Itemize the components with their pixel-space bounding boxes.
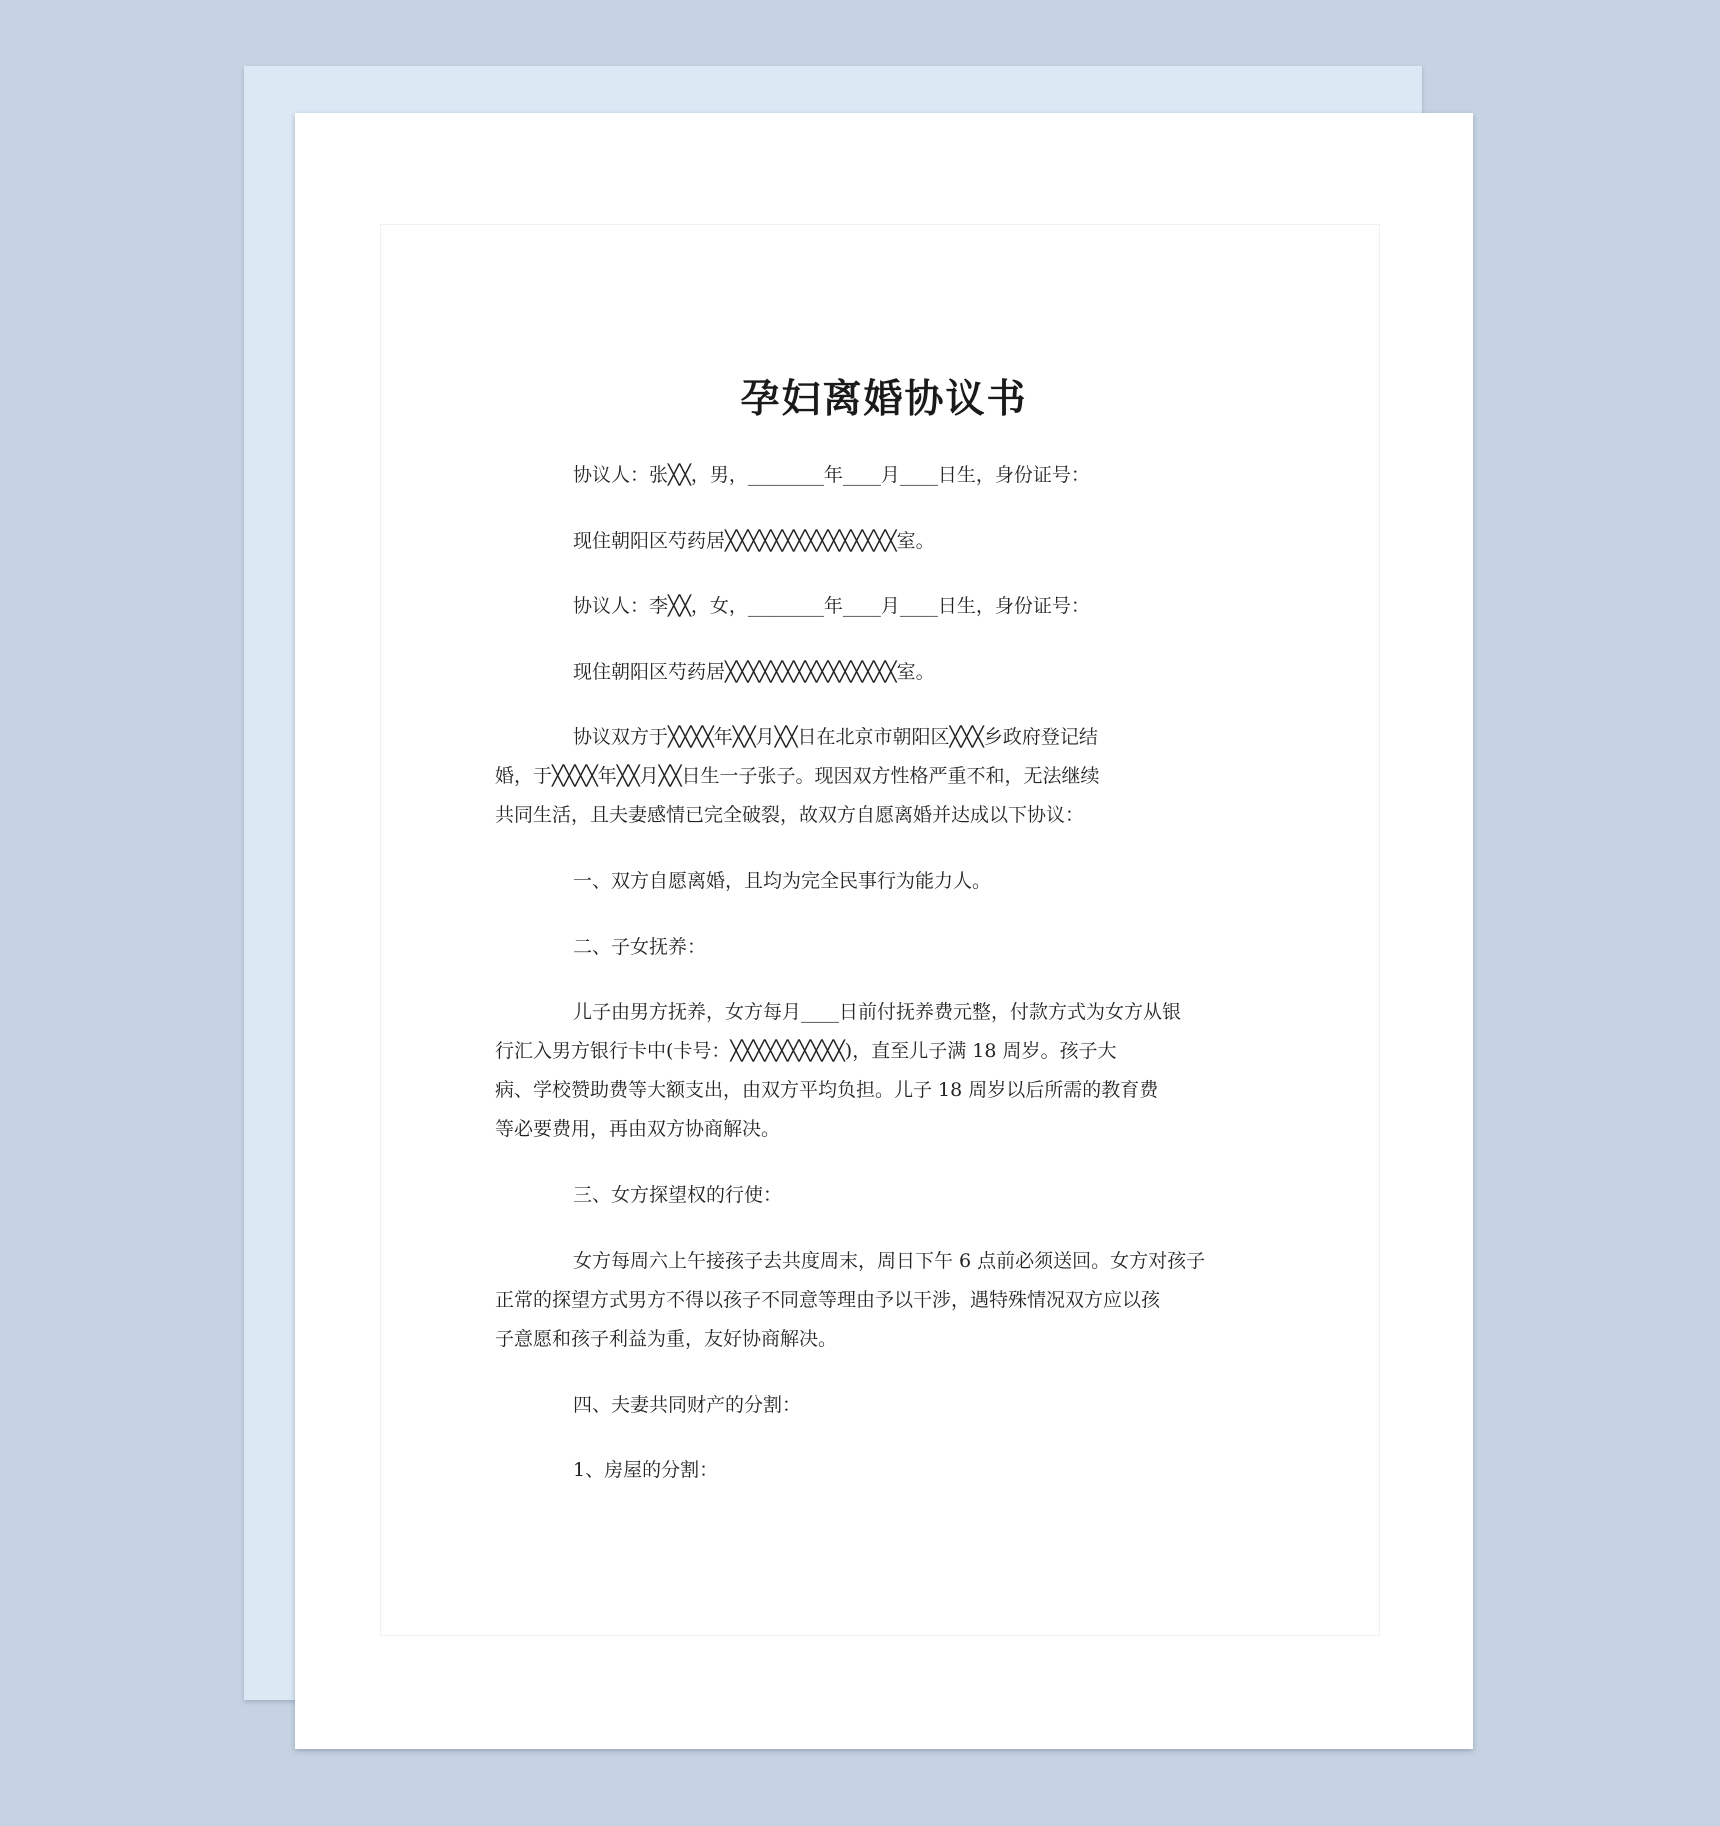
paragraph-line: 婚，于╳╳╳╳年╳╳月╳╳日生一子张子。现因双方性格严重不和，无法继续 bbox=[495, 765, 1100, 787]
paragraph-line: 三、女方探望权的行使： bbox=[573, 1184, 783, 1206]
clause-2-heading bbox=[534, 928, 1234, 967]
visitation-paragraph bbox=[495, 1242, 1234, 1359]
paragraph-line: 等必要费用，再由双方协商解决。 bbox=[495, 1118, 781, 1140]
paragraph-line: 行汇入男方银行卡中(卡号：╳╳╳╳╳╳╳╳╳╳)，直至儿子满 18 周岁。孩子大 bbox=[495, 1040, 1117, 1062]
paragraph-line: 子意愿和孩子利益为重，友好协商解决。 bbox=[495, 1328, 838, 1350]
clause-3-heading bbox=[534, 1176, 1234, 1215]
paragraph-line: 1、房屋的分割： bbox=[573, 1459, 719, 1481]
paragraph-line: 现住朝阳区芍药居╳╳╳╳╳╳╳╳╳╳╳╳╳╳╳室。 bbox=[573, 530, 935, 552]
clause-1-heading bbox=[534, 862, 1234, 901]
party-1-address bbox=[534, 522, 1234, 561]
marriage-background-paragraph bbox=[495, 718, 1234, 835]
clause-4-item-1 bbox=[534, 1451, 1234, 1490]
paragraph-line: 协议双方于╳╳╳╳年╳╳月╳╳日在北京市朝阳区╳╳╳乡政府登记结 bbox=[573, 726, 1098, 748]
paragraph-line: 一、双方自愿离婚，且均为完全民事行为能力人。 bbox=[573, 870, 992, 892]
clause-4-heading bbox=[534, 1386, 1234, 1425]
paragraph-line: 共同生活，且夫妻感情已完全破裂，故双方自愿离婚并达成以下协议： bbox=[495, 804, 1085, 826]
paragraph-line: 女方每周六上午接孩子去共度周末，周日下午 6 点前必须送回。女方对孩子 bbox=[573, 1250, 1206, 1272]
child-support-paragraph bbox=[495, 993, 1234, 1149]
document-page bbox=[295, 113, 1473, 1749]
document-title: 孕妇离婚协议书 bbox=[740, 376, 1028, 422]
paragraph-line: 协议人：张╳╳，男，________年____月____日生，身份证号： bbox=[573, 464, 1090, 486]
paragraph-line: 二、子女抚养： bbox=[573, 936, 707, 958]
party-2-address bbox=[534, 653, 1234, 692]
party-1-info bbox=[534, 456, 1234, 495]
paragraph-line: 协议人：李╳╳，女，________年____月____日生，身份证号： bbox=[573, 595, 1090, 617]
paragraph-line: 现住朝阳区芍药居╳╳╳╳╳╳╳╳╳╳╳╳╳╳╳室。 bbox=[573, 661, 935, 683]
party-2-info bbox=[534, 587, 1234, 626]
paragraph-line: 儿子由男方抚养，女方每月____日前付抚养费元整，付款方式为女方从银 bbox=[573, 1001, 1182, 1023]
paragraph-line: 病、学校赞助费等大额支出，由双方平均负担。儿子 18 周岁以后所需的教育费 bbox=[495, 1079, 1159, 1101]
paragraph-line: 四、夫妻共同财产的分割： bbox=[573, 1394, 802, 1416]
paragraph-line: 正常的探望方式男方不得以孩子不同意等理由予以干涉，遇特殊情况双方应以孩 bbox=[495, 1289, 1161, 1311]
